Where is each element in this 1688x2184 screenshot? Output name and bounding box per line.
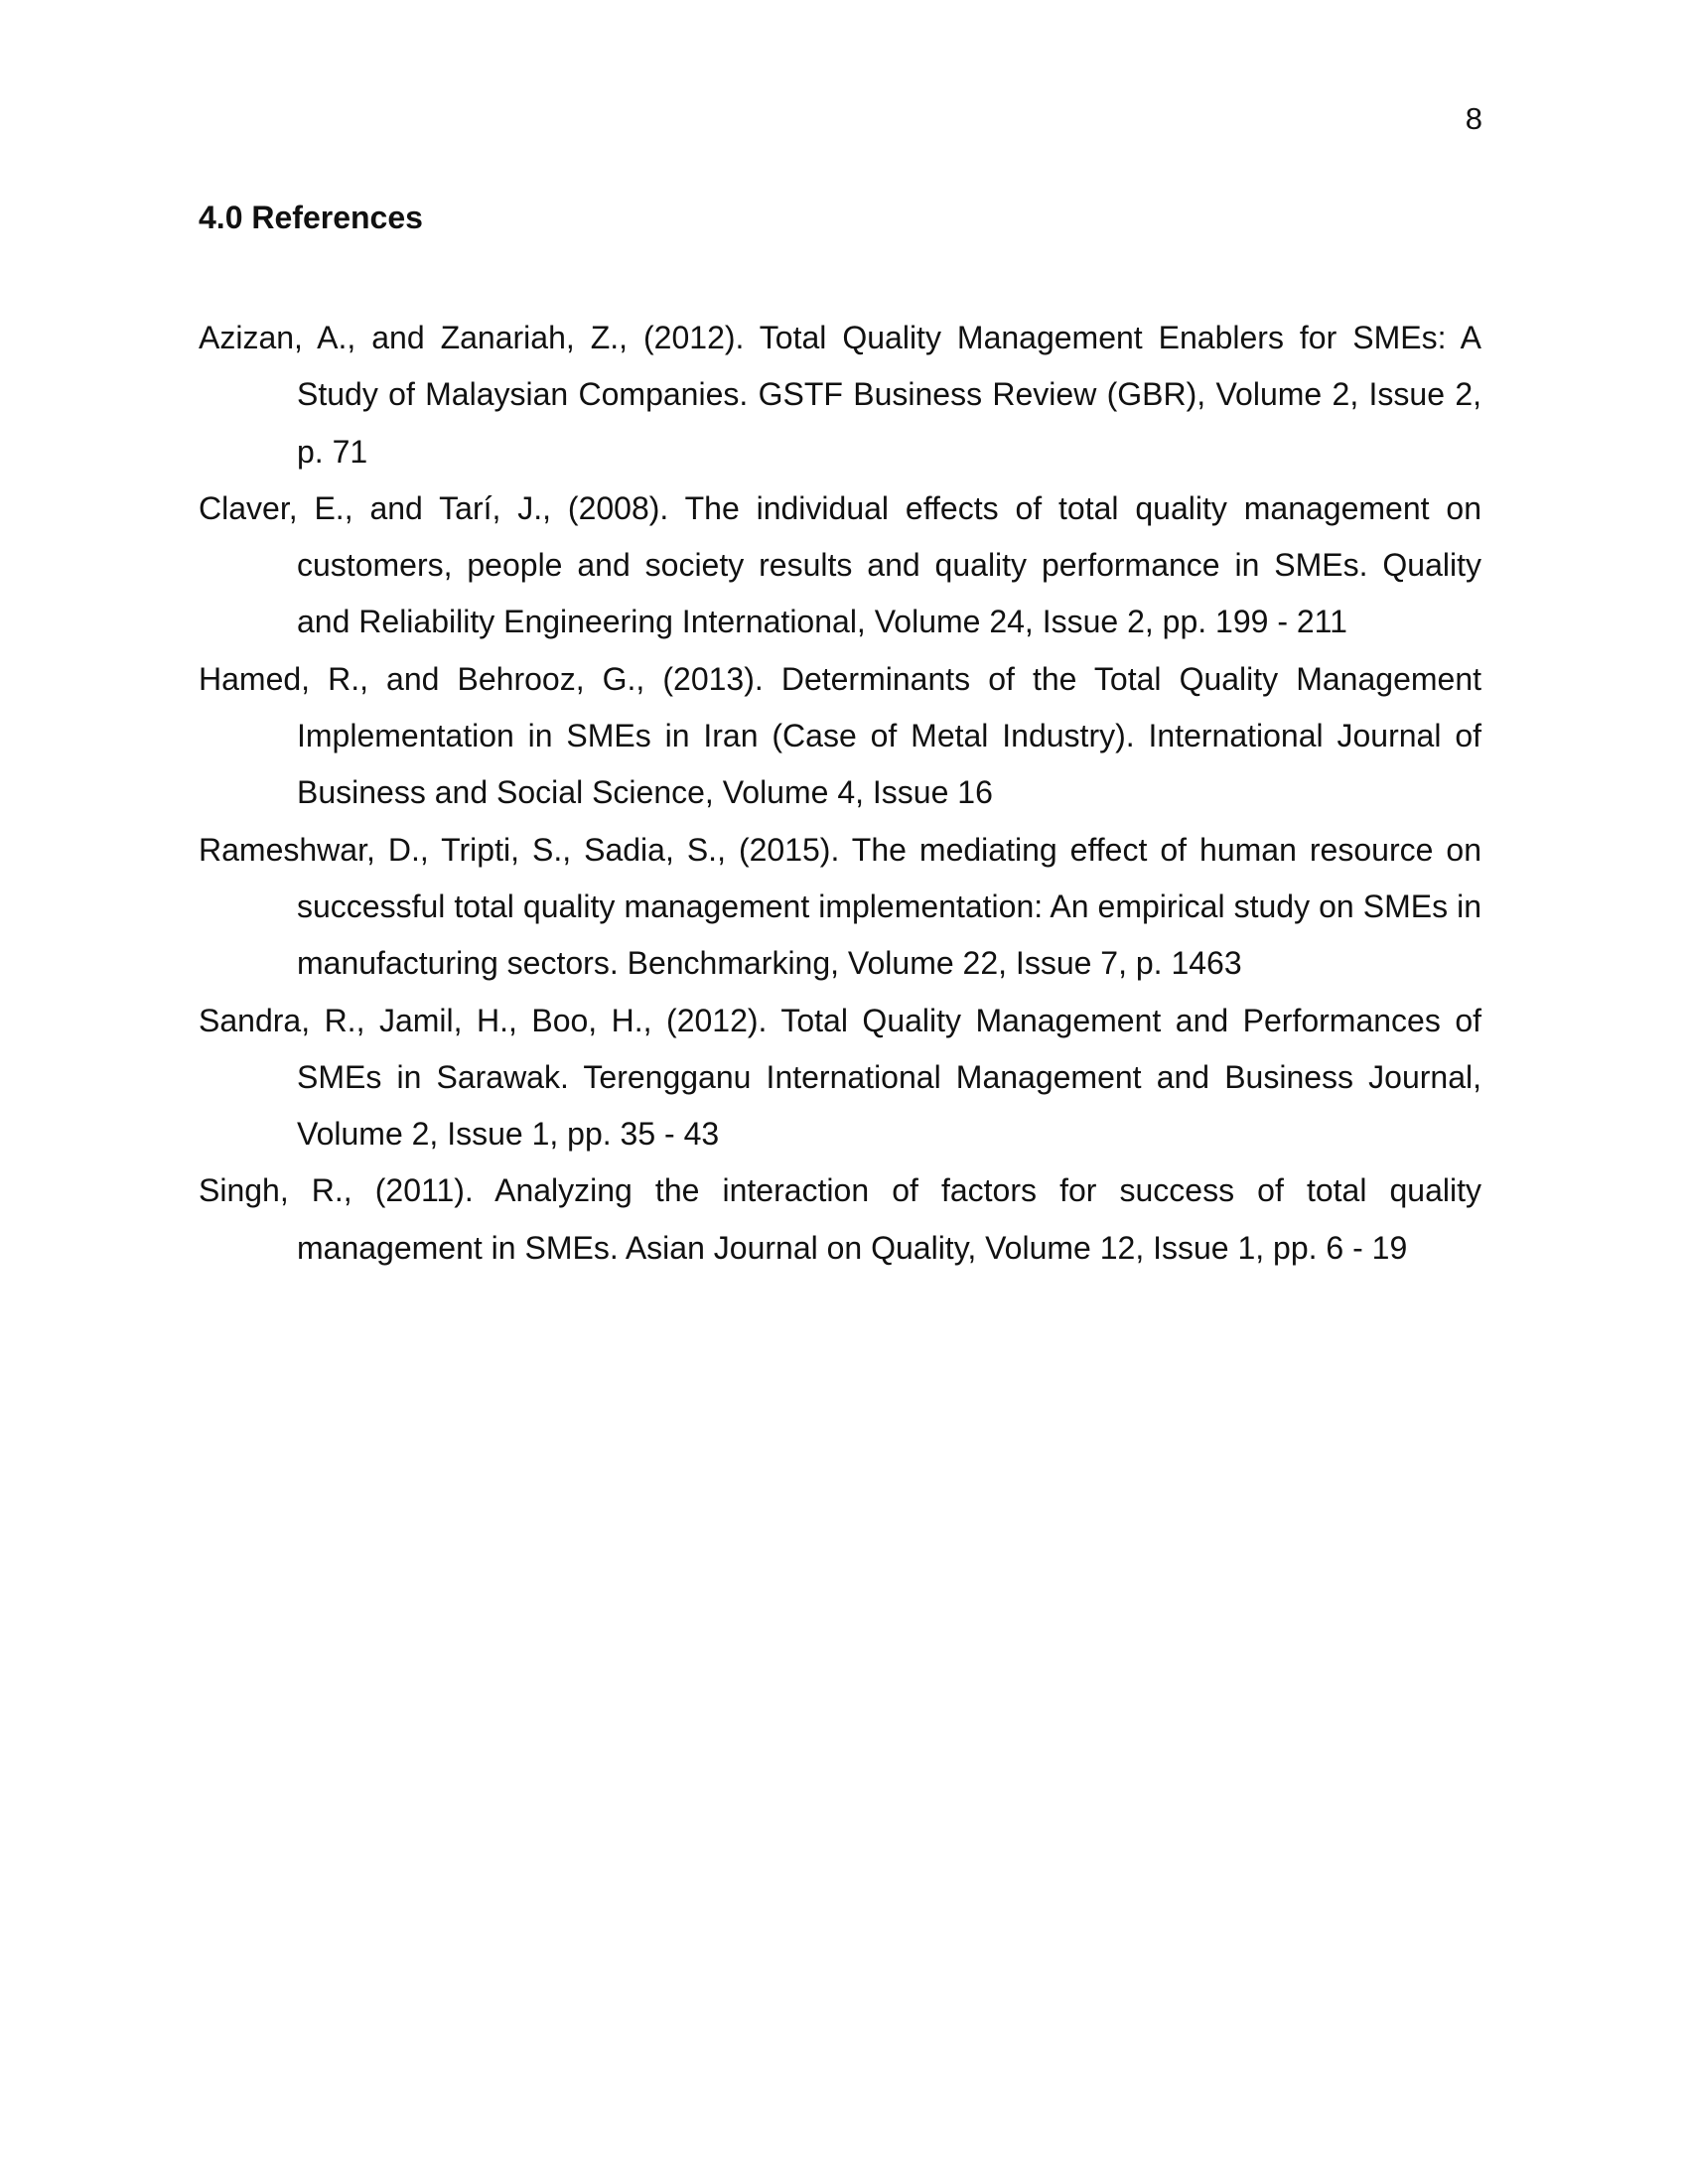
reference-item: Rameshwar, D., Tripti, S., Sadia, S., (2015). The mediating effect of human resource on successful total quality management implementation: An empirical study on SMEs in manufacturing sectors. Benchmarking, Volume 22, Issue 7, p. 1463 (199, 831, 1481, 982)
page-number: 8 (1465, 101, 1482, 136)
section-heading: 4.0 References (199, 200, 423, 235)
reference-item: Claver, E., and Tarí, J., (2008). The individual effects of total quality management on customers, people and society results and quality performance in SMEs. Quality and Reliability Engineering International, Volume 24, Issue 2, pp. 199 - 211 (199, 489, 1481, 640)
reference-item: Sandra, R., Jamil, H., Boo, H., (2012). Total Quality Management and Performances of SMEs in Sarawak. Terengganu International Management and Business Journal, Volume 2, Issue 1, pp. 35 - 43 (199, 1002, 1481, 1153)
reference-list (199, 310, 1481, 1277)
reference-item: Azizan, A., and Zanariah, Z., (2012). Total Quality Management Enablers for SMEs: A Study of Malaysian Companies. GSTF Business Review (GBR), Volume 2, Issue 2, p. 71 (199, 320, 1481, 470)
reference-item: Hamed, R., and Behrooz, G., (2013). Determinants of the Total Quality Management Implementation in SMEs in Iran (Case of Metal Industry). International Journal of Business and Social Science, Volume 4, Issue 16 (199, 660, 1481, 811)
reference-item: Singh, R., (2011). Analyzing the interaction of factors for success of total quality management in SMEs. Asian Journal on Quality, Volume 12, Issue 1, pp. 6 - 19 (199, 1172, 1481, 1266)
